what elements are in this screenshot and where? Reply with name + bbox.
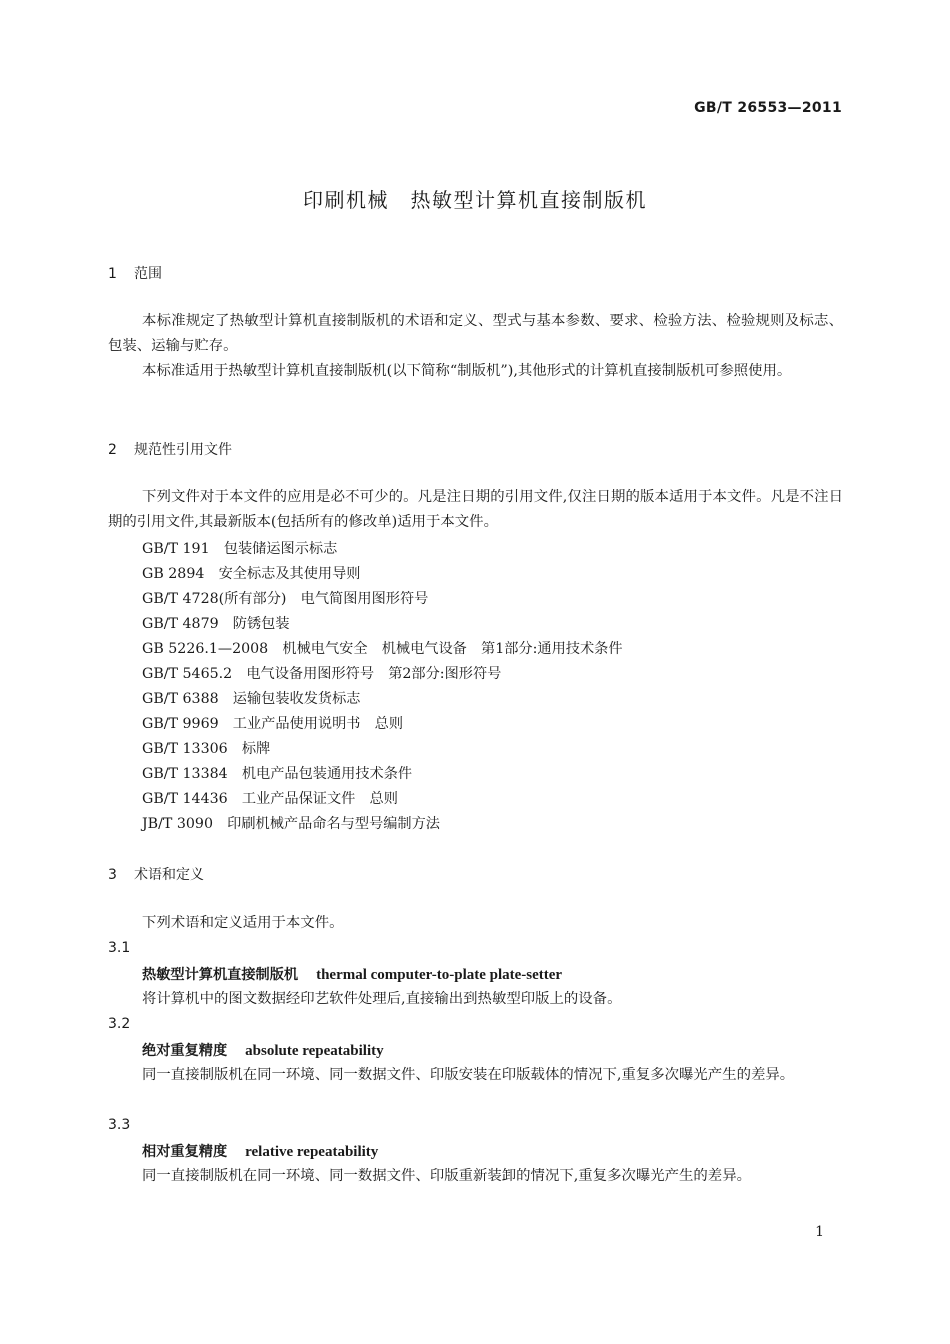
page-number: 1 [815, 1224, 824, 1240]
reference-item: GB/T 5465.2 电气设备用图形符号 第2部分:图形符号 [142, 666, 502, 682]
section-title: 规范性引用文件 [134, 442, 232, 458]
term-definition: 同一直接制版机在同一环境、同一数据文件、印版安装在印版载体的情况下,重复多次曝光产生的差异。 [142, 1067, 795, 1083]
term-english: absolute repeatability [245, 1043, 384, 1059]
scope-paragraph-2: 本标准适用于热敏型计算机直接制版机(以下简称“制版机”),其他形式的计算机直接制版机可参照使用。 [142, 363, 792, 379]
term-chinese: 相对重复精度 [142, 1144, 228, 1160]
section-number: 3 [108, 867, 117, 883]
reference-item: GB 5226.1—2008 机械电气安全 机械电气设备 第1部分:通用技术条件 [142, 641, 623, 657]
reference-item: GB/T 9969 工业产品使用说明书 总则 [142, 716, 404, 732]
reference-item: GB 2894 安全标志及其使用导则 [142, 566, 361, 582]
term-chinese: 热敏型计算机直接制版机 [142, 967, 299, 983]
references-intro: 下列文件对于本文件的应用是必不可少的。凡是注日期的引用文件,仅注日期的版本适用于本文件。凡是不注日期的引用文件,其最新版本(包括所有的修改单)适用于本文件。 [108, 489, 843, 530]
scope-paragraph-1: 本标准规定了热敏型计算机直接制版机的术语和定义、型式与基本参数、要求、检验方法、检验规则及标志、包装、运输与贮存。 [108, 313, 843, 354]
clause-number: 3.3 [108, 1117, 131, 1133]
section-3-heading [108, 864, 204, 884]
term-heading [142, 964, 562, 984]
term-chinese: 绝对重复精度 [142, 1043, 228, 1059]
clause-number: 3.2 [108, 1016, 131, 1032]
reference-item: GB/T 4879 防锈包装 [142, 616, 290, 632]
section-title: 术语和定义 [134, 867, 204, 883]
document-title: 印刷机械 热敏型计算机直接制版机 [303, 188, 647, 212]
reference-item: GB/T 191 包装储运图示标志 [142, 541, 338, 557]
section-number: 1 [108, 266, 117, 282]
section-2-heading [108, 439, 232, 459]
term-heading [142, 1141, 378, 1161]
term-english: relative repeatability [245, 1144, 379, 1160]
reference-item: GB/T 14436 工业产品保证文件 总则 [142, 791, 398, 807]
reference-item: JB/T 3090 印刷机械产品命名与型号编制方法 [142, 816, 440, 832]
reference-item: GB/T 13384 机电产品包装通用技术条件 [142, 766, 413, 782]
reference-item: GB/T 13306 标牌 [142, 741, 271, 757]
reference-item: GB/T 6388 运输包装收发货标志 [142, 691, 361, 707]
section-number: 2 [108, 442, 117, 458]
term-definition: 同一直接制版机在同一环境、同一数据文件、印版重新装卸的情况下,重复多次曝光产生的差异。 [142, 1168, 751, 1184]
terms-intro: 下列术语和定义适用于本文件。 [142, 915, 344, 931]
term-definition: 将计算机中的图文数据经印艺软件处理后,直接输出到热敏型印版上的设备。 [142, 991, 622, 1007]
reference-item: GB/T 4728(所有部分) 电气简图用图形符号 [142, 591, 429, 607]
clause-number: 3.1 [108, 940, 131, 956]
term-heading [142, 1040, 384, 1060]
section-title: 范围 [134, 266, 162, 282]
section-1-heading [108, 263, 162, 283]
standard-code: GB/T 26553—2011 [694, 100, 842, 116]
term-english: thermal computer-to-plate plate-setter [316, 967, 563, 983]
